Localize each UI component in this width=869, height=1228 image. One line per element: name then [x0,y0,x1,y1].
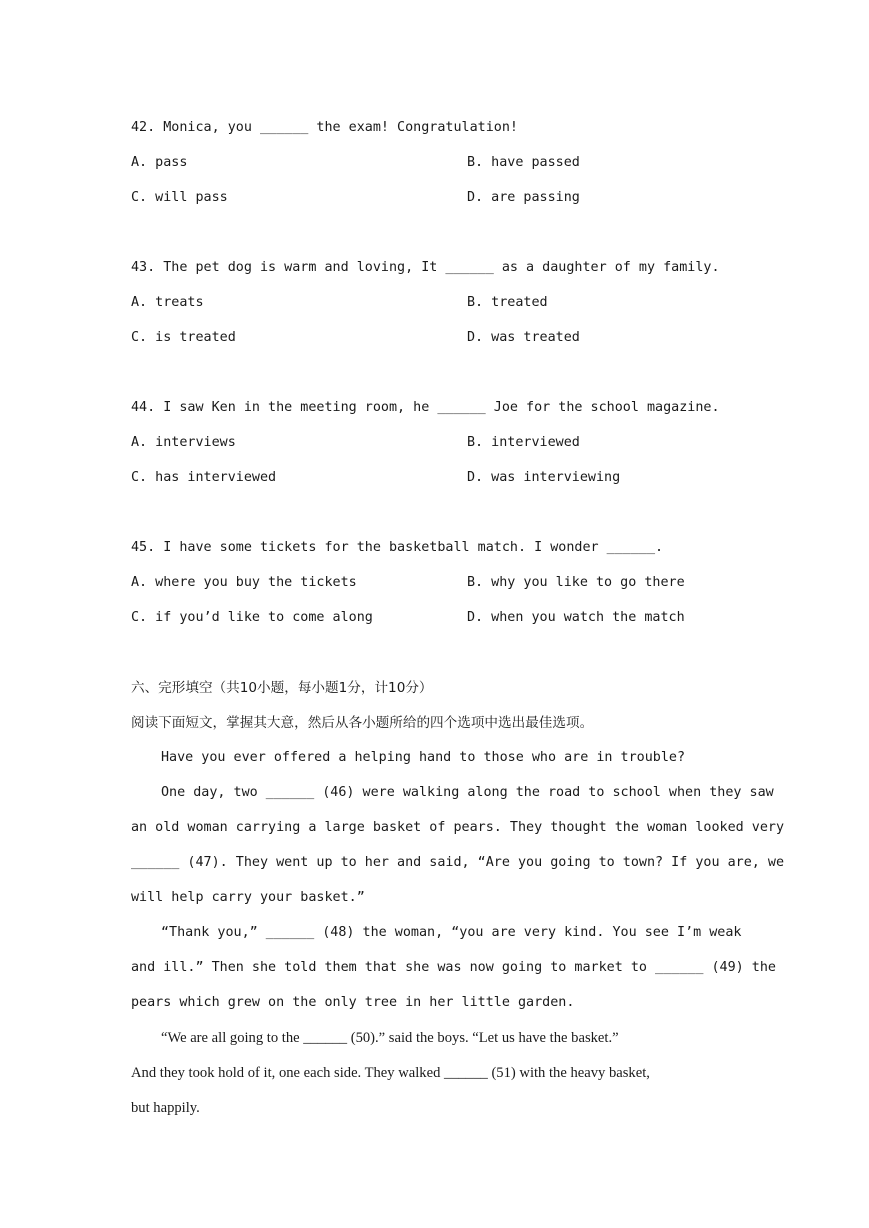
question-44-option-b: B. interviewed [467,435,580,450]
passage-line-1: Have you ever offered a helping hand to those who are in trouble? [161,750,686,765]
question-42-stem: 42. Monica, you ______ the exam! Congratulation! [131,120,518,135]
question-45-option-a: A. where you buy the tickets [131,575,357,590]
question-42-option-c: C. will pass [131,190,228,205]
passage-line-6: “Thank you,” ______ (48) the woman, “you are very kind. You see I’m weak [161,925,742,940]
passage-line-2: One day, two ______ (46) were walking along the road to school when they saw [161,785,774,800]
question-45-option-c: C. if you’d like to come along [131,610,373,625]
question-43-option-b: B. treated [467,295,548,310]
passage-line-10: And they took hold of it, one each side. They walked ______ (51) with the heavy basket, [131,1065,650,1081]
question-45-stem: 45. I have some tickets for the basketball match. I wonder ______. [131,540,664,555]
question-43-option-a: A. treats [131,295,204,310]
question-44-option-d: D. was interviewing [467,470,621,485]
section-instruction: 阅读下面短文，掌握其大意，然后从各小题所给的四个选项中选出最佳选项。 [131,715,594,731]
question-45-option-b: B. why you like to go there [467,575,685,590]
question-45-option-d: D. when you watch the match [467,610,685,625]
passage-line-4: ______ (47). They went up to her and said, “Are you going to town? If you are, we [131,855,785,870]
question-44-option-a: A. interviews [131,435,236,450]
passage-line-9: “We are all going to the ______ (50).” said the boys. “Let us have the basket.” [161,1030,619,1046]
question-44-option-c: C. has interviewed [131,470,277,485]
question-43-stem: 43. The pet dog is warm and loving, It ______ as a daughter of my family. [131,260,720,275]
question-43-option-d: D. was treated [467,330,580,345]
question-43-option-c: C. is treated [131,330,236,345]
question-42-option-d: D. are passing [467,190,580,205]
passage-line-5: will help carry your basket.” [131,890,365,905]
passage-line-8: pears which grew on the only tree in her little garden. [131,995,575,1010]
question-44-stem: 44. I saw Ken in the meeting room, he ______ Joe for the school magazine. [131,400,720,415]
section-title: 六、完形填空（共10小题，每小题1分，计10分） [131,680,433,696]
question-42-option-a: A. pass [131,155,188,170]
passage-line-7: and ill.” Then she told them that she was now going to market to ______ (49) the [131,960,776,975]
passage-line-11: but happily. [131,1100,200,1116]
passage-line-3: an old woman carrying a large basket of pears. They thought the woman looked very [131,820,785,835]
question-42-option-b: B. have passed [467,155,580,170]
